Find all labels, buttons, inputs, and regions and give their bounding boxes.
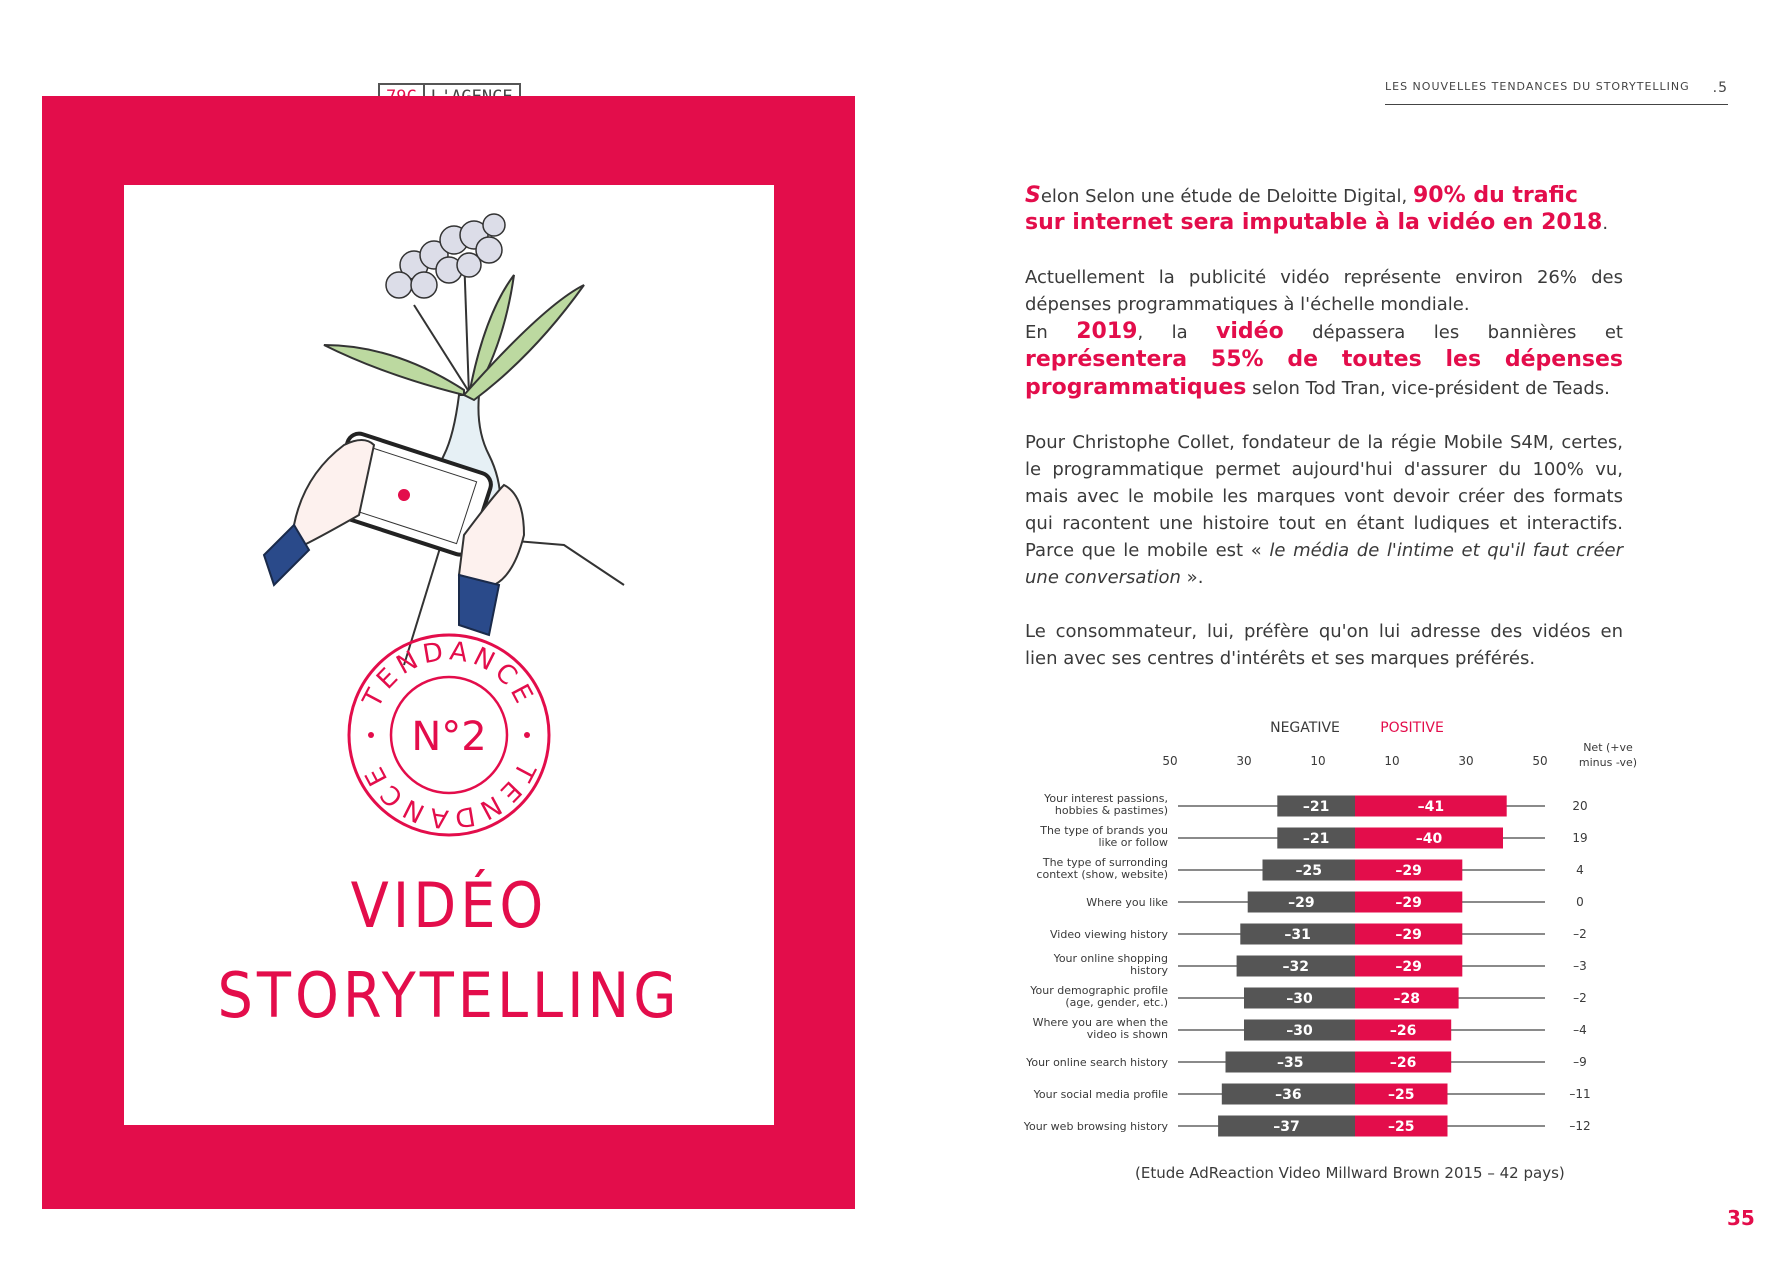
chart-negative-value: –21 [1302,799,1330,815]
p3-text-2: ». [1180,567,1204,588]
chart-net-value: –4 [1573,1023,1587,1037]
chart-row-label: Your online search history [1026,1056,1168,1069]
chart-row-label: Your social media profile [1033,1088,1168,1101]
chart-positive-value: –41 [1417,799,1445,815]
p2-text-4: dépassera les bannières et [1283,322,1623,343]
chart-positive-value: –29 [1395,959,1422,975]
chart-net-value: 0 [1576,895,1584,909]
chart-positive-value: –29 [1395,863,1422,879]
stamp-text-top: TENDANCE [357,636,541,713]
chart-negative-value: –29 [1288,895,1315,911]
running-head [1385,80,1728,105]
p2-highlight-share: représentera 55% de toutes les dépenses programmatiques [1025,347,1623,400]
chart-positive-header: POSITIVE [1380,720,1444,736]
chart-net-value: –3 [1573,959,1587,973]
page-number: 35 [1727,1206,1755,1230]
chart-row-label: like or follow [1098,836,1168,849]
chart-positive-value: –25 [1388,1087,1415,1103]
p2-text-1: Actuellement la publicité vidéo représente environ 26% des dépenses programmatiques à l'échelle mondiale. [1025,267,1623,315]
stamp-number: N°2 [411,714,487,760]
chart-pos-tick: 10 [1384,754,1400,768]
chart-neg-tick: 10 [1310,754,1326,768]
chart-negative-header: NEGATIVE [1270,720,1340,736]
chart-neg-tick: 50 [1162,754,1178,768]
chart-row-label: video is shown [1086,1028,1168,1041]
chart-net-value: –12 [1569,1119,1591,1133]
chart-positive-value: –28 [1393,991,1421,1007]
intro-text: elon Selon une étude de Deloitte Digital, [1040,186,1413,207]
chart-row-label: history [1130,964,1168,977]
running-head-title: LES NOUVELLES TENDANCES DU STORYTELLING [1385,80,1690,93]
drop-cap: S [1025,183,1041,208]
chart-net-value: 19 [1572,831,1588,845]
chart-negative-value: –25 [1295,863,1322,879]
chart-negative-value: –36 [1275,1087,1302,1103]
p2-text-2: En [1025,322,1077,343]
chart-row-label: Video viewing history [1050,928,1168,941]
chart-row-label: The type of surronding [1042,856,1168,869]
chart-net-value: 20 [1572,799,1588,813]
cover-title-line1: VIDÉO [350,869,548,942]
chart-negative-value: –37 [1273,1119,1300,1135]
tendance-stamp [344,630,554,840]
chart-row-label: context (show, website) [1036,868,1168,881]
paragraph-video-share [1025,264,1623,402]
p3-quote: le média de l'intime et qu'il faut créer une conversation [1025,540,1624,588]
paragraph-consumer: Le consommateur, lui, préfère qu'on lui adresse des vidéos en lien avec ses centres d'intérêts et ses marques préférés. [1025,621,1623,669]
chart-negative-value: –21 [1302,831,1330,847]
preference-bar-chart [1000,715,1640,1135]
chart-source-caption: (Etude AdReaction Video Millward Brown 2015 – 42 pays) [1135,1164,1565,1182]
chart-row-label: hobbies & pastimes) [1054,804,1168,817]
chart-net-header-line2: minus -ve) [1578,756,1638,769]
chart-positive-value: –29 [1395,927,1422,943]
chart-net-value: –11 [1569,1087,1591,1101]
chart-row-label: Your demographic profile [1030,984,1168,997]
p2-highlight-year: 2019 [1076,319,1138,344]
chart-positive-value: –26 [1389,1055,1417,1071]
cover-title-line2: STORYTELLING [217,959,681,1032]
chart-row-label: Where you are when the [1032,1016,1168,1029]
chart-negative-value: –35 [1277,1055,1304,1071]
cover-panel [124,185,774,1125]
chart-row-label: Your online shopping [1053,952,1168,965]
chart-positive-value: –29 [1395,895,1422,911]
chart-pos-tick: 30 [1458,754,1474,768]
vase-phone-illustration [264,195,644,665]
chart-negative-value: –30 [1286,1023,1313,1039]
svg-text:TENDANCE [357,636,541,713]
chart-row-label: Your interest passions, [1044,792,1168,805]
chart-net-value: –9 [1573,1055,1587,1069]
paragraph-collet [1025,429,1623,591]
body-text [1025,183,1623,699]
chart-row-label: The type of brands you [1040,824,1168,837]
intro-end: . [1602,213,1609,234]
chart-negative-value: –31 [1284,927,1311,943]
paragraph-intro [1025,183,1623,237]
chart-positive-value: –40 [1415,831,1443,847]
chart-row-label: Where you like [1086,896,1168,909]
p2-highlight-video: vidéo [1216,319,1284,344]
running-head-page: .5 [1712,80,1728,96]
chart-net-value: 4 [1576,863,1584,877]
intro-highlight: 90% du trafic sur internet sera imputable à la vidéo en 2018 [1025,183,1603,235]
chart-negative-value: –32 [1282,959,1310,975]
chart-negative-value: –30 [1286,991,1313,1007]
svg-text:TENDANCE [357,757,541,834]
chart-positive-value: –25 [1388,1119,1415,1135]
p3-text-1: Pour Christophe Collet, fondateur de la régie Mobile S4M, certes, le programmatique permet aujourd'hui d'assurer du 100% vu, mais avec le mobile les marques vont devoir créer des formats qui racontent une histoire tout en étant ludiques et interactifs. Parce que le mobile est « [1025,432,1623,561]
chart-neg-tick: 30 [1236,754,1252,768]
chart-net-value: –2 [1573,927,1587,941]
p2-text-5: selon Tod Tran, vice-président de Teads. [1246,378,1610,399]
chart-row-label: Your web browsing history [1023,1120,1168,1133]
chart-positive-value: –26 [1389,1023,1417,1039]
p2-text-3: , la [1137,322,1217,343]
chart-net-header-line1: Net (+ve [1583,741,1633,754]
stamp-text-bottom: TENDANCE [357,757,541,834]
chart-pos-tick: 50 [1532,754,1548,768]
chart-net-value: –2 [1573,991,1587,1005]
chart-row-label: (age, gender, etc.) [1065,996,1168,1009]
